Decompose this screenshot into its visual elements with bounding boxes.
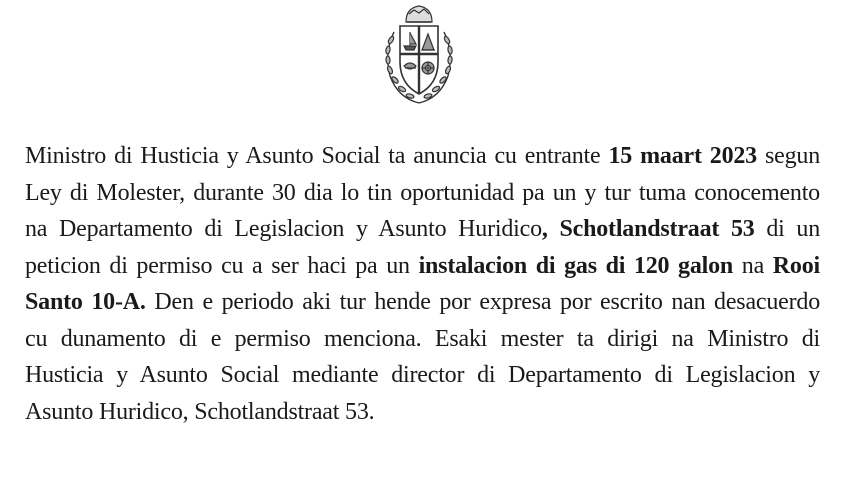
notice-text: Ley di Molester, durante 30 dia lo tin oportunidad pa un y tur tuma conocemento	[25, 179, 820, 206]
notice-address: , Schotlandstraat 53	[541, 216, 755, 242]
notice-text: peticion di permiso cu a ser haci pa un	[25, 252, 419, 279]
notice-location: Santo 10-A.	[25, 289, 146, 315]
notice-text: Den e periodo aki tur hende por expresa por escrito nan desacuerdo	[145, 289, 820, 315]
coat-of-arms-icon	[376, 2, 462, 108]
notice-text: di un	[754, 216, 821, 242]
notice-line	[25, 175, 820, 212]
notice-text: na Departamento di Legislacion y Asunto Huridico	[25, 216, 542, 242]
notice-line	[25, 357, 820, 394]
notice-line	[25, 248, 820, 285]
notice-installation: instalacion di gas di 120 galon	[418, 252, 734, 279]
notice-text: Ministro di Husticia y Asunto Social ta anuncia cu entrante	[25, 143, 609, 169]
notice-text: cu dunamento di e permiso menciona. Esaki mester ta dirigi na Ministro di	[25, 325, 820, 352]
notice-body	[25, 138, 820, 430]
notice-text: segun	[756, 143, 821, 169]
notice-text: Husticia y Asunto Social mediante director di Departamento di Legislacion y	[25, 362, 820, 388]
notice-line	[25, 211, 820, 248]
notice-line	[25, 321, 820, 358]
notice-location: Rooi	[772, 252, 820, 279]
notice-text: Asunto Huridico, Schotlandstraat 53.	[25, 398, 375, 425]
notice-line	[25, 138, 820, 175]
notice-line	[25, 284, 820, 321]
notice-line	[25, 394, 820, 431]
notice-text: na	[733, 252, 773, 279]
notice-date: 15 maart 2023	[608, 143, 757, 169]
